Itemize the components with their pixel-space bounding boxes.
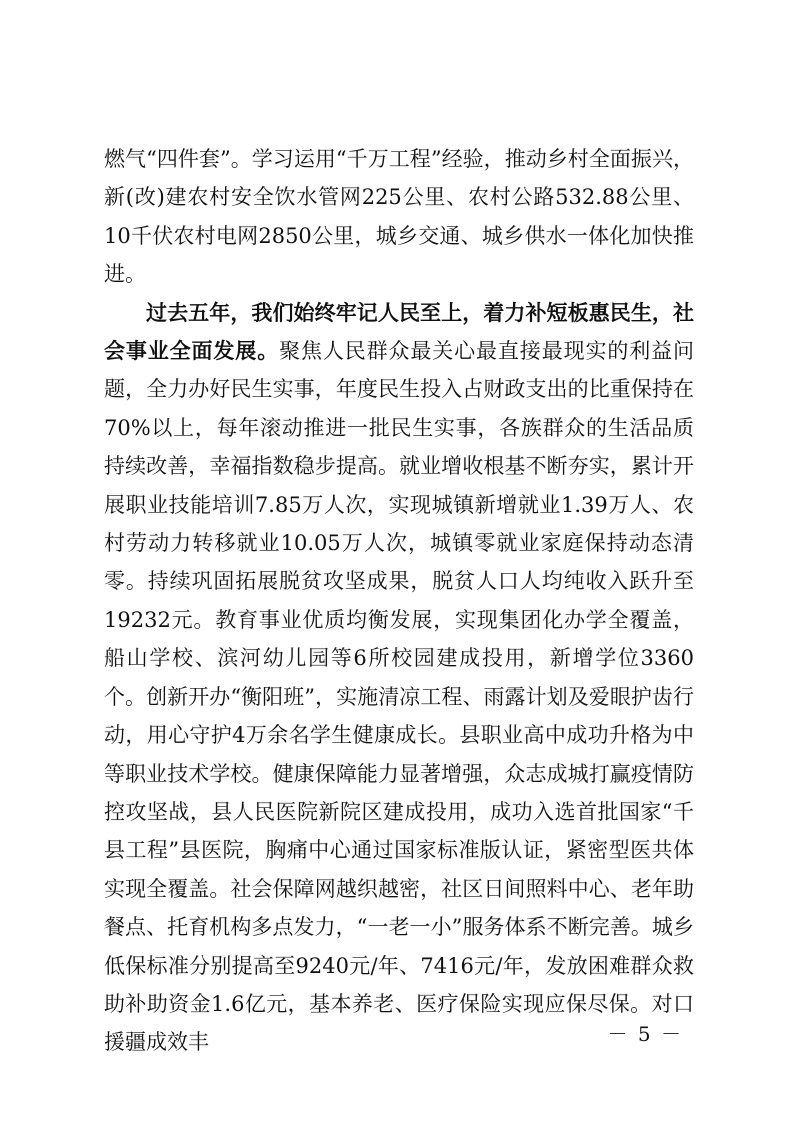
document-body [104,140,694,1062]
paragraph-continuation: 燃气“四件套”。学习运用“千万工程”经验，推动乡村全面振兴，新(改)建农村安全饮水管网225公里、农村公路532.88公里、10千伏农村电网2850公里，城乡交通、城乡供水一体化加快推进。 [104,147,694,287]
paragraph-body-text: 聚焦人民群众最关心最直接最现实的利益问题，全力办好民生实事，年度民生投入占财政支出的比重保持在70%以上，每年滚动推进一批民生实事，各族群众的生活品质持续改善，幸福指数稳步提高。就业增收根基不断夯实，累计开展职业技能培训7.85万人次，实现城镇新增就业1.39万人、农村劳动力转移就业10.05万人次，城镇零就业家庭保持动态清零。持续巩固拓展脱贫攻坚成果，脱贫人口人均纯收入跃升至19232元。教育事业优质均衡发展，实现集团化办学全覆盖，船山学校、滨河幼儿园等6所校园建成投用，新增学位3360个。创新开办“衡阳班”，实施清凉工程、雨露计划及爱眼护齿行动，用心守护4万余名学生健康成长。县职业高中成功升格为中等职业技术学校。健康保障能力显著增强，众志成城打赢疫情防控攻坚战，县人民医院新院区建成投用，成功入选首批国家“千县工程”县医院，胸痛中心通过国家标准版认证，紧密型医共体实现全覆盖。社会保障网越织越密，社区日间照料中心、老年助餐点、托育机构多点发力，“一老一小”服务体系不断完善。城乡低保标准分别提高至9240元/年、7416元/年，发放困难群众救助补助资金1.6亿元，基本养老、医疗保险实现应保尽保。对口援疆成效丰 [104,339,694,1055]
page-number: － 5 － [607,1022,683,1046]
paragraph-lead-bold: 过去五年，我们始终牢记人民至上，着力补短板惠民生，社会事业全面发展。 [104,299,694,364]
paragraph-social-development [104,294,694,1062]
